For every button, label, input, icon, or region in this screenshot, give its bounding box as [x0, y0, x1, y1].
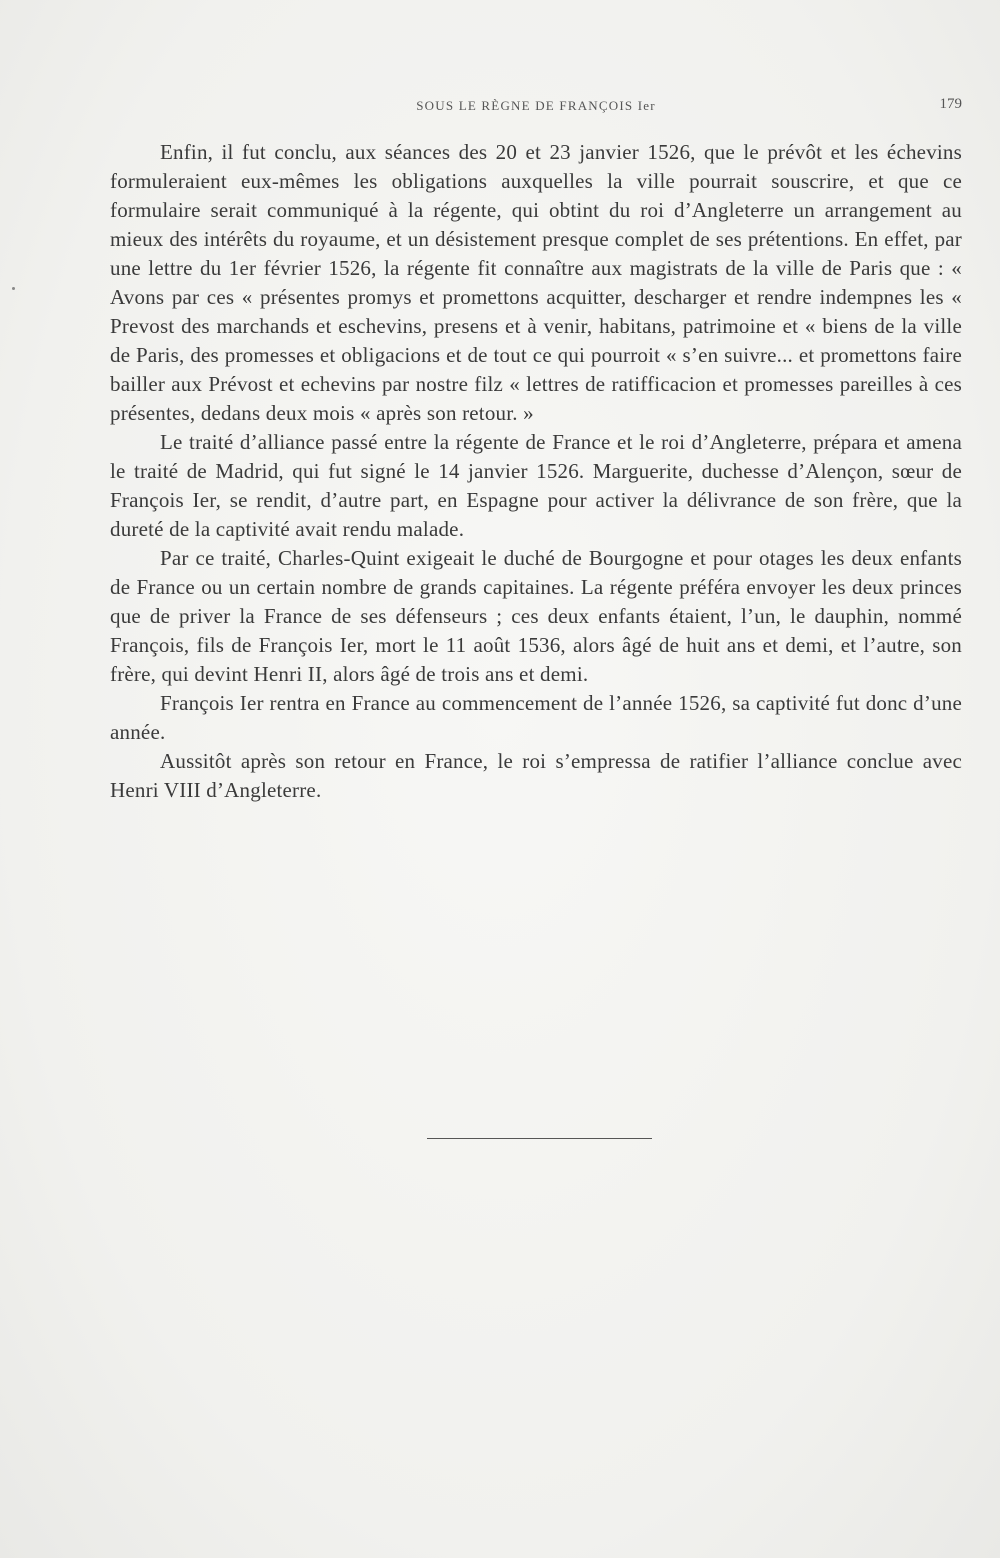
page-number: 179: [939, 96, 962, 112]
paragraph-3: Par ce traité, Charles-Quint exigeait le duché de Bourgogne et pour otages les deux enfants de France ou un certain nombre de grands capitaines. La régente préféra envoyer les deux princes que de priver la France de ses défenseurs ; ces deux enfants étaient, l’un, le dauphin, nommé François, fils de François Ier, mort le 11 août 1536, alors âgé de huit ans et demi, et l’autre, son frère, qui devint Henri II, alors âgé de trois ans et demi.: [110, 546, 962, 686]
paragraph-1: Enfin, il fut conclu, aux séances des 20 et 23 janvier 1526, que le prévôt et les échevins formuleraient eux-mêmes les obligations auxquelles la ville pourrait souscrire, et que ce formulaire serait communiqué à la régente, qui obtint du roi d’Angleterre un arrangement au mieux des intérêts du royaume, et un désistement presque complet de ses prétentions. En effet, par une lettre du 1er février 1526, la régente fit connaître aux magistrats de la ville de Paris que : « Avons par ces « présentes promys et promettons acquitter, descharger et rendre indempnes les « Prevost des marchands et eschevins, presens et à venir, habitans, patrimoine et « biens de la ville de Paris, des promesses et obligacions et de tout ce qui pourroit « s’en suivre... et promettons faire bailler aux Prévost et echevins par nostre filz « lettres de ratifficacion et promesses pareilles à ces présentes, dedans deux mois « après son retour. »: [110, 140, 962, 425]
paragraph-2: Le traité d’alliance passé entre la régente de France et le roi d’Angleterre, prépara et amena le traité de Madrid, qui fut signé le 14 janvier 1526. Marguerite, duchesse d’Alençon, sœur de François Ier, se rendit, d’autre part, en Espagne pour activer la délivrance de son frère, que la dureté de la captivité avait rendu malade.: [110, 430, 962, 541]
paragraph-4: François Ier rentra en France au commencement de l’année 1526, sa captivité fut donc d’une année.: [110, 691, 962, 744]
body-text: [110, 138, 962, 805]
page-header: [110, 98, 962, 120]
chapter-end-rule: [427, 1138, 652, 1139]
margin-speck: [12, 287, 15, 290]
paragraph-5: Aussitôt après son retour en France, le roi s’empressa de ratifier l’alliance conclue avec Henri VIII d’Angleterre.: [110, 749, 962, 802]
running-head: SOUS LE RÈGNE DE FRANÇOIS Ier: [416, 98, 656, 113]
